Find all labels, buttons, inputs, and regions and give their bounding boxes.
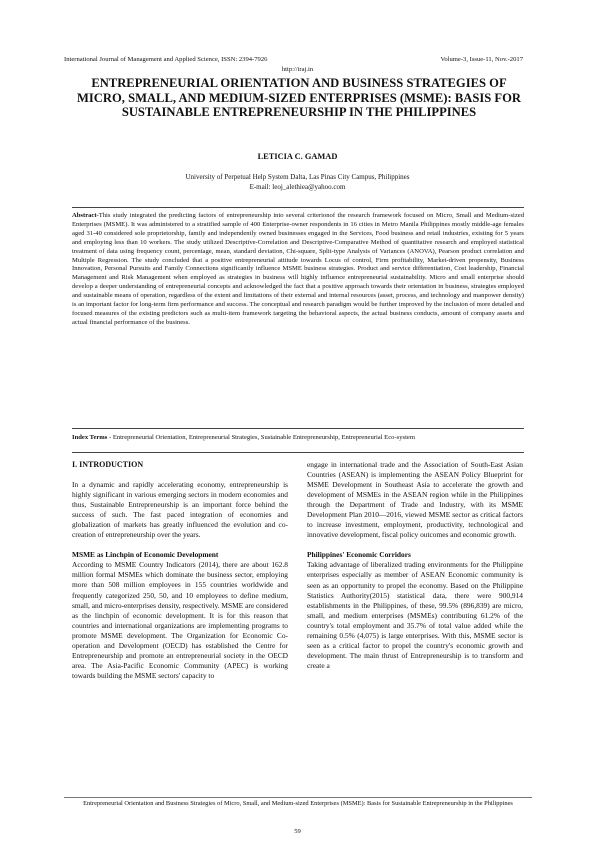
page-number: 59 [294,828,301,835]
continuation-paragraph: engage in international trade and the Association of South-East Asian Countries (ASEAN) is implementing the ASEAN Policy Blueprint for MSME Development in Southeast Asia to accelerate the growth and development of MSMEs in the ASEAN region while in the Philippines through the Department of Trade and Industry, with its MSME Development Plan 2010—2016, viewed MSME sector as critical factors to increase investment, employment, productivity, technological and innovative development, fiscal policy outcomes and economic growth. [307,460,523,540]
subheading-msme: MSME as Linchpin of Economic Development [72,550,219,560]
index-terms [72,433,524,442]
journal-url: http://iraj.in [281,66,314,73]
divider-abstract [72,428,524,429]
affiliation-text: University of Perpetual Help System Dalta, Las Pinas City Campus, Philippines [185,173,410,181]
left-column [72,460,288,681]
divider-index [72,452,524,453]
abstract-label: Abstract- [72,212,99,219]
journal-volume: Volume-3, Issue-11, Nov.-2017 [440,56,523,63]
subheading-corridors: Philippines' Economic Corridors [307,550,411,560]
paper-title: ENTREPRENEURIAL ORIENTATION AND BUSINESS STRATEGIES OF MICRO, SMALL, AND MEDIUM-SIZED ENTERPRISES (MSME): BASIS FOR SUSTAINABLE ENTREPRENEURSHIP IN THE PHILIPPINES [77,76,521,120]
author-affiliation [0,172,595,192]
index-terms-text: - Entrepreneurial Orientation, Entrepreneurial Strategies, Sustainable Entrepreneurship, Entrepreneurial Eco-system [107,434,415,441]
right-column [307,460,523,671]
corridors-paragraph: Taking advantage of liberalized trading environments for the Philippine enterprises especially as member of ASEAN Economic community is seen as an opportunity to propel the economy. Based on the Philippine Statistics Authority(2015) statistical data, there were 900,914 establishments in the Philippines, of these, 99.5% (896,839) are micro, small, and medium enterprises (MSMEs) contributing 61.2% of the country's total employment and 35.7% of total value added while the remaining 0.5% (4,075) is large enterprises. With this, MSME sector is seen as a critical factor to propel the country's economic growth and development. The main thrust of Entrepreneurship is to transform and create a [307,560,523,670]
abstract [72,212,524,328]
footer-divider [64,797,532,798]
journal-name: International Journal of Management and Applied Science, ISSN: 2394-7926 [64,56,268,63]
author-email: E-mail: leoj_alethiea@yahoo.com [249,183,346,191]
index-terms-label: Index Terms [72,434,108,441]
author-name: LETICIA C. GAMAD [257,152,338,161]
abstract-text: This study integrated the predicting factors of entrepreneurship into several criterionof the research framework focused on Micro, Small and Medium-sized Enterprises (MSME). It was administered to a stratified sample of 400 Enterprise-owner respondents in 16 cities in Metro Manila Philippines mostly middle-age females aged 31-40 considered sole proprietorship, family and independently owned businesses engaged in the Services, Food business and retail industries, existing for 5 years and employing less than 10 workers. The study utilized Descriptive-Correlation and Descriptive-Comparative Method of quantitative research and employed statistical treatment of data using frequency count, percentage, mean, standard deviation, Chi-square, Split-type Analysis of Variances (ANOVA), Pearson product correlation and Multiple Regression. The study concluded that a positive entrepreneurial attitude towards Locus of control, Firm profitability, Market-driven propensity, Business Innovation, Personal Pursuits and Family Connections significantly influence MSME business strategies. Product and service differentiation, Cost leadership, Financial Management and Risk Management when employed as strategies in business will highly influence entrepreneurial sustainability. Micro and small enterprise should develop a deeper understanding of entrepreneurial concepts and acknowledged the fact that a positive approach towards their orientation in business, strategies employed and sustainable means of operation, regardless of the extent and limitations of their external and internal resources (asset, process, and technology and manpower density) is an important factor for long-term firm performance and success. The conceptual and research paradigm would be further improved by the inclusion of more detailed and focused measures of the existing predictors such as multi-item framework targeting the behavioral aspects, the actual business conducts, amount of company assets and actual financial performance of the business. [72,212,524,326]
divider-top [72,207,524,208]
intro-paragraph: In a dynamic and rapidly accelerating economy, entrepreneurship is highly significant in various emerging sectors in modern economies and thus, Sustainable Entrepreneurship is an important force behind the success of such. The fast paced integration of economies and globalization of markets has greatly influenced the evolution and co-creation of entrepreneurship over the years. [72,480,288,540]
footer-text: Entrepreneurial Orientation and Business Strategies of Micro, Small, and Medium-sized Enterprises (MSME): Basis for Sustainable Entrepreneurship in the Philippines [83,800,513,807]
msme-paragraph: According to MSME Country Indicators (2014), there are about 162.8 million formal MSMEs which dominate the business sector, employing more than 508 million employees in 155 countries worldwide and frequently categorized 250, 50, and 10 employees to define medium, small, and micro-enterprises density, respectively. MSME are considered as the linchpin of economic development. It is for this reason that countries and international organizations are implementing programs to promote MSME development. The Organization for Economic Co-operation and Development (OECD) has established the Centre for Entrepreneurship and promote an entrepreneurial society in the OECD area. The Asia-Pacific Economic Community (APEC) is working towards building the MSME sectors' capacity to [72,560,288,680]
section-heading-introduction: I. INTRODUCTION [72,460,144,469]
